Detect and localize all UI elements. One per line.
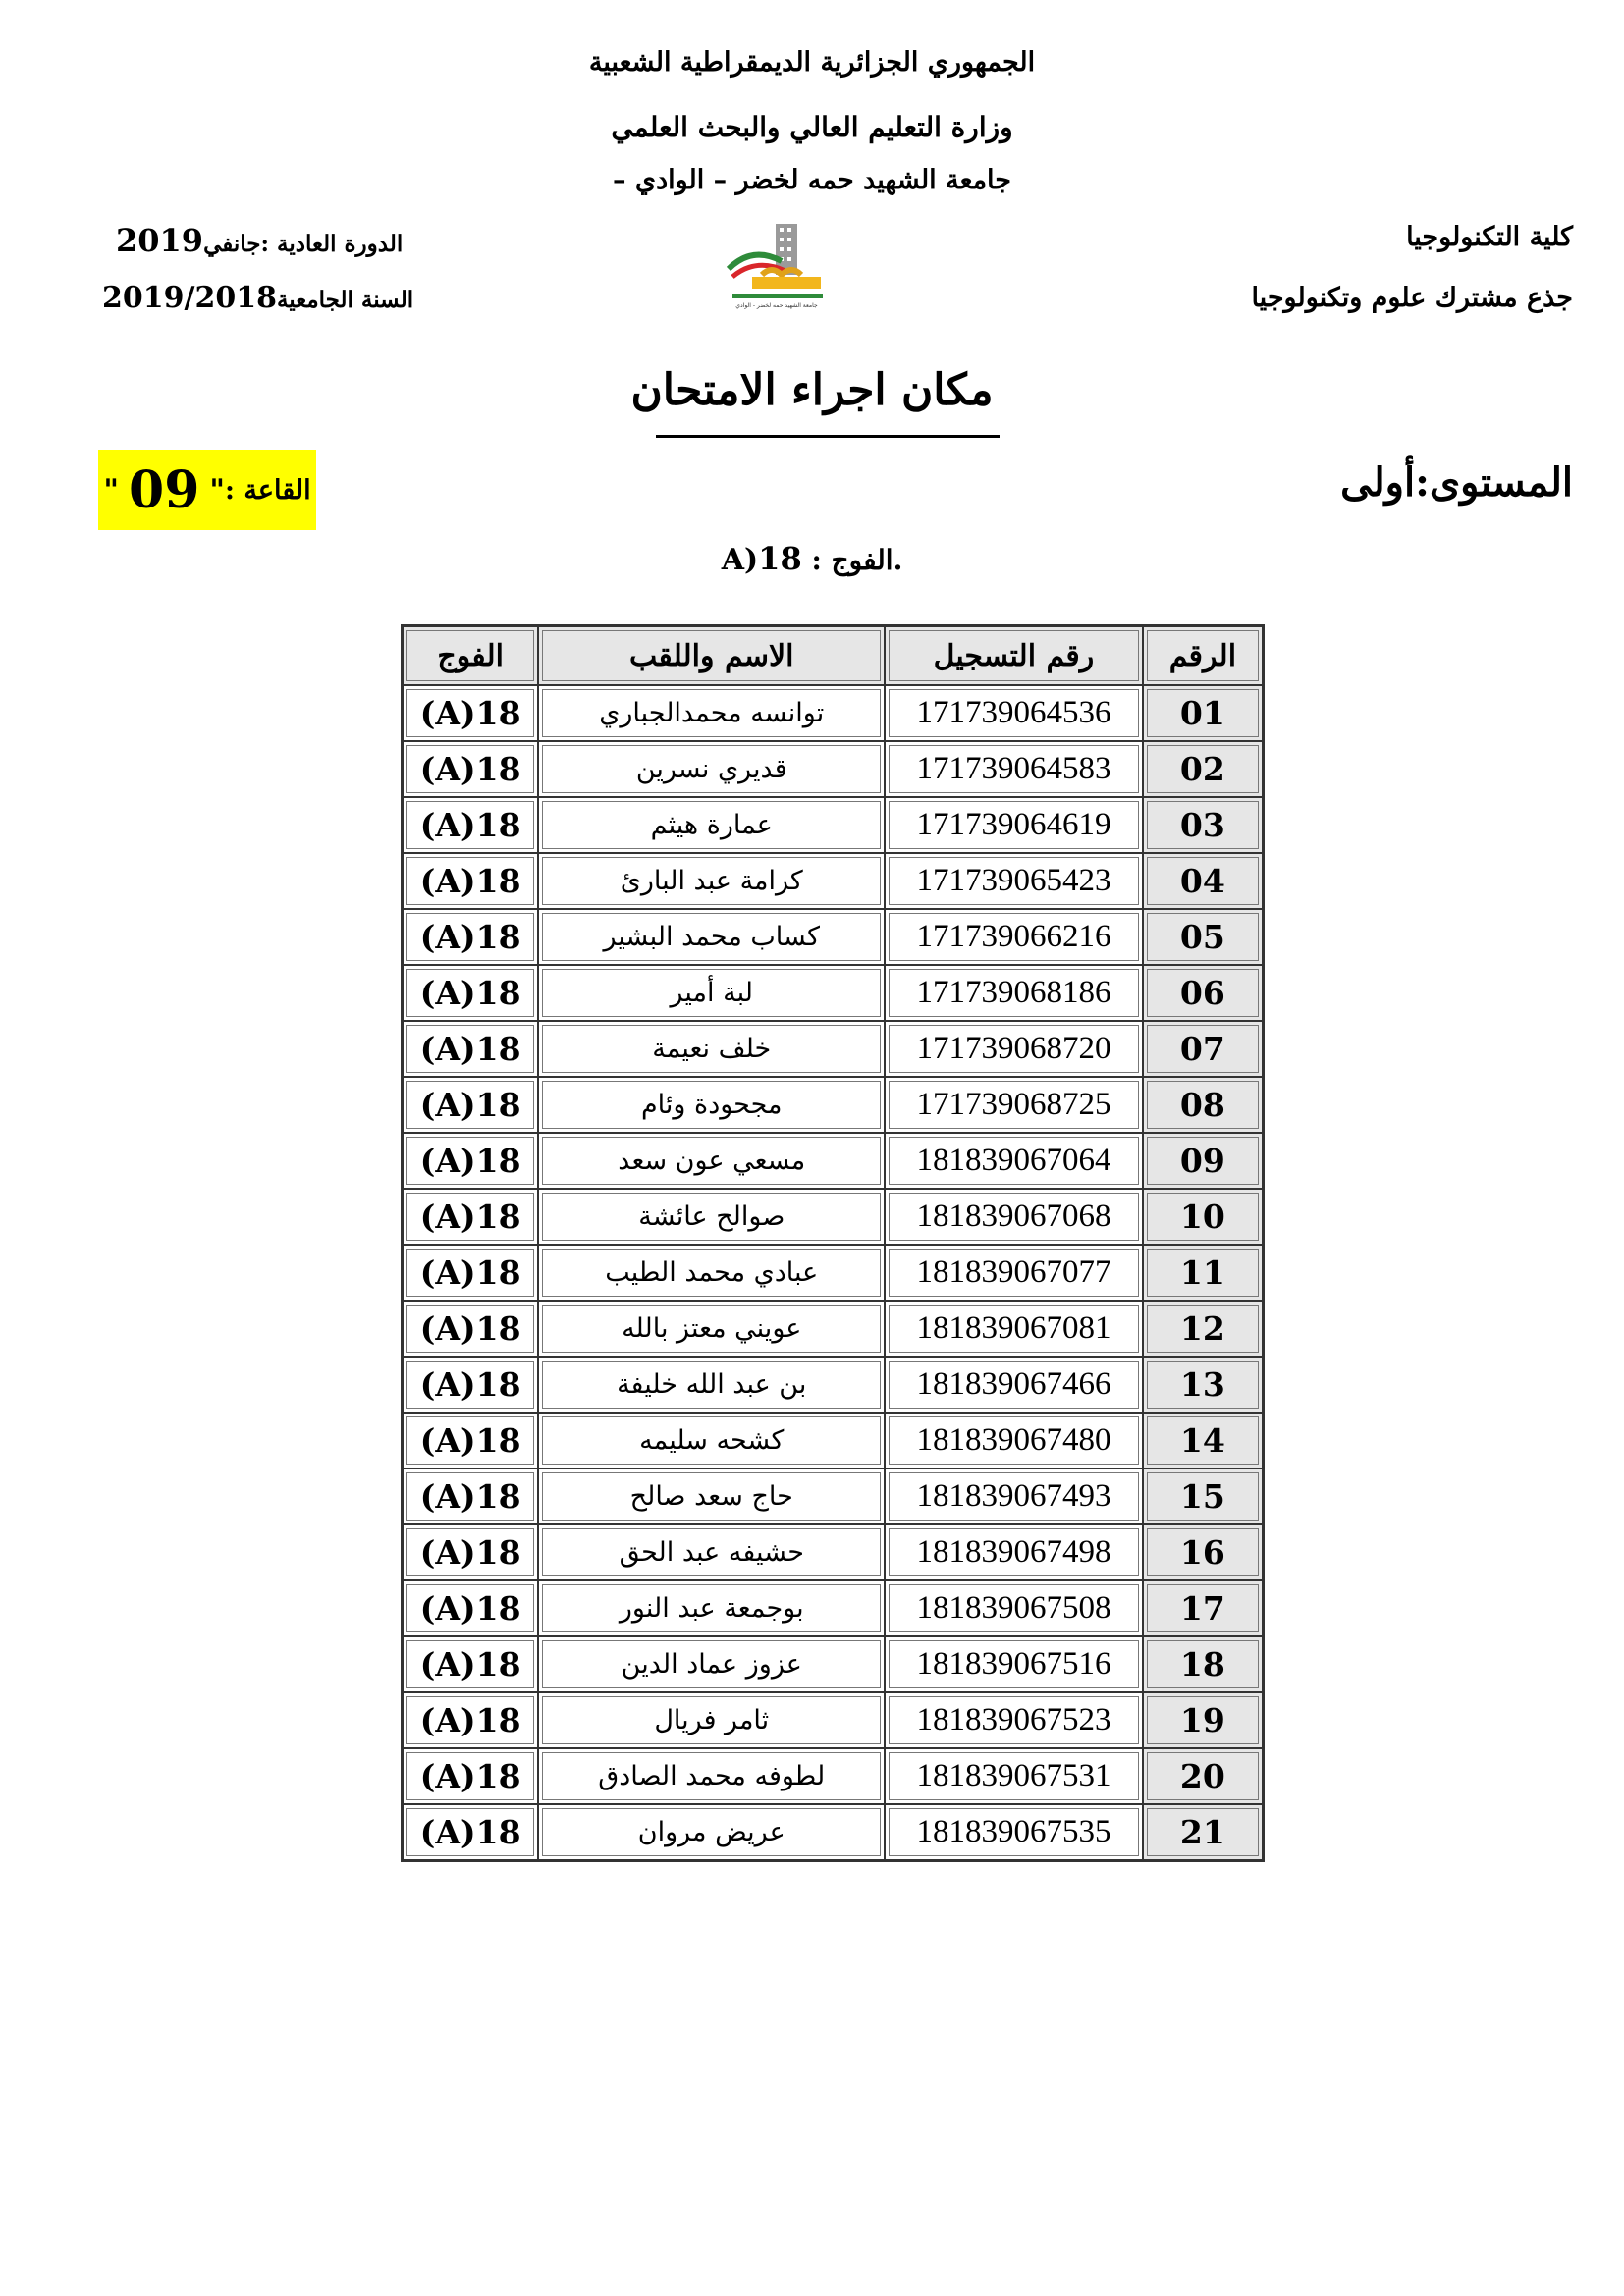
row-group: (A)18: [403, 1580, 538, 1636]
hall-badge: [98, 450, 316, 530]
row-number: 20: [1143, 1748, 1263, 1804]
row-name: صوالح عائشة: [538, 1189, 885, 1245]
row-registration: 181839067523: [885, 1692, 1143, 1748]
row-name: مسعي عون سعد: [538, 1133, 885, 1189]
row-name: توانسه محمدالجباري: [538, 685, 885, 741]
table-row: [403, 741, 1263, 797]
table-row: [403, 1413, 1263, 1468]
header-name: الاسم واللقب: [538, 626, 885, 685]
row-group: (A)18: [403, 797, 538, 853]
table-row: [403, 909, 1263, 965]
ministry-heading: وزارة التعليم العالي والبحث العلمي: [611, 111, 1013, 143]
row-registration: 181839067480: [885, 1413, 1143, 1468]
header-group: الفوج: [403, 626, 538, 685]
table-row: [403, 1077, 1263, 1133]
row-registration: 171739068720: [885, 1021, 1143, 1077]
row-group: (A)18: [403, 909, 538, 965]
row-registration: 181839067081: [885, 1301, 1143, 1357]
row-name: كرامة عبد البارئ: [538, 853, 885, 909]
row-name: لبة أمير: [538, 965, 885, 1021]
table-row: [403, 1524, 1263, 1580]
table-row: [403, 1468, 1263, 1524]
row-registration: 171739068186: [885, 965, 1143, 1021]
row-name: لطوفه محمد الصادق: [538, 1748, 885, 1804]
row-number: 15: [1143, 1468, 1263, 1524]
row-registration: 181839067498: [885, 1524, 1143, 1580]
row-registration: 171739064619: [885, 797, 1143, 853]
row-number: 06: [1143, 965, 1263, 1021]
row-group: (A)18: [403, 965, 538, 1021]
table-row: [403, 1804, 1263, 1860]
row-registration: 181839067516: [885, 1636, 1143, 1692]
row-number: 11: [1143, 1245, 1263, 1301]
row-group: (A)18: [403, 1189, 538, 1245]
row-name: عمارة هيثم: [538, 797, 885, 853]
level-label: المستوى:أولى: [1340, 459, 1573, 506]
group-line: [0, 540, 1624, 577]
university-logo-icon: [723, 218, 831, 312]
row-number: 12: [1143, 1301, 1263, 1357]
row-number: 10: [1143, 1189, 1263, 1245]
academic-year-label: السنة الجامعية: [276, 287, 414, 313]
table-row: [403, 1636, 1263, 1692]
row-registration: 171739068725: [885, 1077, 1143, 1133]
row-name: عريض مروان: [538, 1804, 885, 1860]
row-registration: 181839067508: [885, 1580, 1143, 1636]
table-row: [403, 965, 1263, 1021]
row-registration: 181839067064: [885, 1133, 1143, 1189]
row-number: 13: [1143, 1357, 1263, 1413]
row-group: (A)18: [403, 853, 538, 909]
row-number: 05: [1143, 909, 1263, 965]
session-info: [116, 222, 403, 259]
row-name: قديري نسرين: [538, 741, 885, 797]
hall-label: القاعة :: [225, 474, 311, 506]
table-row: [403, 853, 1263, 909]
row-name: ثامر فريال: [538, 1692, 885, 1748]
row-registration: 181839067077: [885, 1245, 1143, 1301]
session-year: 2019: [116, 222, 204, 259]
row-number: 19: [1143, 1692, 1263, 1748]
row-number: 14: [1143, 1413, 1263, 1468]
row-number: 21: [1143, 1804, 1263, 1860]
row-registration: 181839067531: [885, 1748, 1143, 1804]
department-name: جذع مشترك علوم وتكنولوجيا: [1251, 283, 1573, 313]
group-value: 18: [758, 540, 802, 577]
row-name: خلف نعيمة: [538, 1021, 885, 1077]
row-group: (A)18: [403, 1021, 538, 1077]
table-row: [403, 797, 1263, 853]
row-name: حاج سعد صالح: [538, 1468, 885, 1524]
faculty-name: كلية التكنولوجيا: [1406, 222, 1573, 252]
row-name: بوجمعة عبد النور: [538, 1580, 885, 1636]
hall-number: 09: [129, 459, 200, 520]
row-group: (A)18: [403, 1245, 538, 1301]
title-underline: [656, 435, 1000, 438]
hall-open-quote: ": [209, 472, 226, 507]
row-number: 09: [1143, 1133, 1263, 1189]
row-name: عويني معتز بالله: [538, 1301, 885, 1357]
row-name: كساب محمد البشير: [538, 909, 885, 965]
row-group: (A)18: [403, 1133, 538, 1189]
row-group: (A)18: [403, 1524, 538, 1580]
row-registration: 181839067466: [885, 1357, 1143, 1413]
row-group: (A)18: [403, 1748, 538, 1804]
row-registration: 171739065423: [885, 853, 1143, 909]
table-row: [403, 1189, 1263, 1245]
row-group: (A)18: [403, 1468, 538, 1524]
row-name: بن عبد الله خليفة: [538, 1357, 885, 1413]
table-row: [403, 1133, 1263, 1189]
table-header-row: [403, 626, 1263, 685]
row-number: 18: [1143, 1636, 1263, 1692]
row-registration: 171739064583: [885, 741, 1143, 797]
table-row: [403, 1245, 1263, 1301]
page-title: مكان اجراء الامتحان: [630, 365, 994, 415]
row-name: عبادي محمد الطيب: [538, 1245, 885, 1301]
student-roster-table: [401, 624, 1265, 1862]
row-registration: 171739066216: [885, 909, 1143, 965]
row-group: (A)18: [403, 741, 538, 797]
table-row: [403, 1692, 1263, 1748]
group-label: الفوج :: [811, 544, 893, 576]
row-registration: 181839067535: [885, 1804, 1143, 1860]
header-registration: رقم التسجيل: [885, 626, 1143, 685]
row-number: 02: [1143, 741, 1263, 797]
row-registration: 171739064536: [885, 685, 1143, 741]
row-group: (A)18: [403, 1301, 538, 1357]
row-number: 16: [1143, 1524, 1263, 1580]
row-group: (A)18: [403, 685, 538, 741]
row-group: (A)18: [403, 1357, 538, 1413]
hall-close-quote: ": [103, 472, 120, 507]
row-group: (A)18: [403, 1077, 538, 1133]
row-number: 17: [1143, 1580, 1263, 1636]
table-row: [403, 1301, 1263, 1357]
row-number: 03: [1143, 797, 1263, 853]
row-group: (A)18: [403, 1692, 538, 1748]
table-row: [403, 1021, 1263, 1077]
academic-year-info: [102, 281, 413, 315]
republic-heading: الجمهوري الجزائرية الديمقراطية الشعبية: [588, 47, 1036, 78]
table-row: [403, 1580, 1263, 1636]
row-registration: 181839067493: [885, 1468, 1143, 1524]
row-name: كشحه سليمه: [538, 1413, 885, 1468]
logo-caption: جامعة الشهيد حمه لخضر - الوادي: [735, 302, 818, 309]
row-number: 04: [1143, 853, 1263, 909]
row-group: (A)18: [403, 1804, 538, 1860]
table-row: [403, 685, 1263, 741]
session-label: الدورة العادية :جانفي: [203, 231, 404, 257]
university-heading: جامعة الشهيد حمه لخضر – الوادي –: [613, 165, 1011, 195]
table-row: [403, 1357, 1263, 1413]
row-registration: 181839067068: [885, 1189, 1143, 1245]
group-dot: .: [893, 544, 903, 576]
row-group: (A)18: [403, 1636, 538, 1692]
academic-year: 2019/2018: [102, 281, 277, 315]
row-number: 01: [1143, 685, 1263, 741]
header-number: الرقم: [1143, 626, 1263, 685]
row-number: 07: [1143, 1021, 1263, 1077]
group-paren: (A: [721, 543, 759, 577]
row-group: (A)18: [403, 1413, 538, 1468]
row-number: 08: [1143, 1077, 1263, 1133]
row-name: عزوز عماد الدين: [538, 1636, 885, 1692]
row-name: مجحودة وئام: [538, 1077, 885, 1133]
table-row: [403, 1748, 1263, 1804]
row-name: حشيفه عبد الحق: [538, 1524, 885, 1580]
